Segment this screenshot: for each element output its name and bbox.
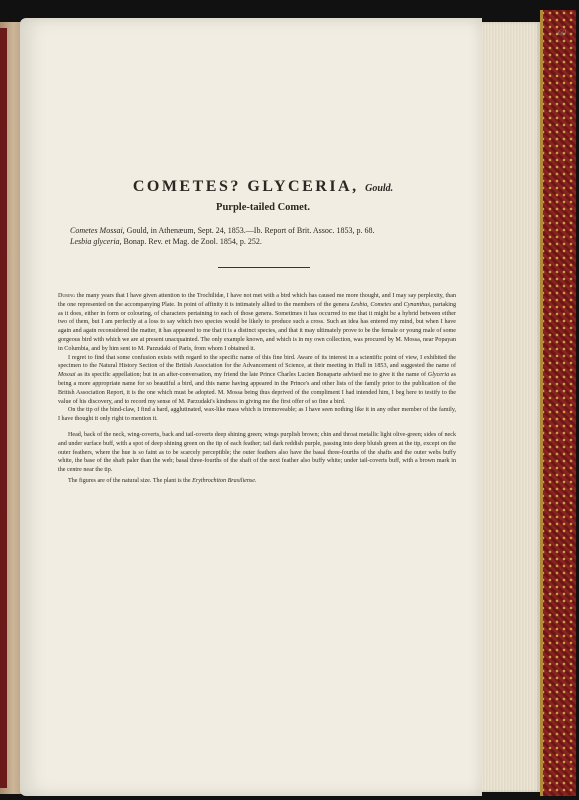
synonym-2-name: Lesbia glyceria, [70,237,122,246]
cover-gilt-edge [540,10,543,796]
paragraph-2 [58,354,456,407]
paragraph-1-genus-2: Cynanthus, [403,301,432,308]
body-text [58,292,456,486]
page-content [58,178,456,486]
plant-name: Erythrochiton Brasiliense. [192,477,257,484]
page-title [70,178,456,196]
synonym-line-1 [70,225,456,236]
paragraph-1 [58,292,456,354]
paragraph-2-name-2: Glyceria [427,372,450,379]
folio-number: 60 [558,28,566,37]
section-divider [218,267,310,268]
paragraph-2-text-b: as its specific appellation; but in an after-conversation, my friend the late Prince Charles Lucien Bonaparte advised me to give it the name of [75,372,428,379]
paragraph-1-text-a: the many years that I have given attention to the Trochilidæ, I have not met with a bird which has caused me more thought, and I may say perplexity, than the one represented on the accompanying Plate. In point of affinity it is intimately allied to the members of the genera [58,293,456,308]
synonym-line-2 [70,236,456,247]
subtitle: Purple-tailed Comet. [216,202,310,213]
synonym-1-name: Cometes Mossai, [70,226,125,235]
synonym-1-ref: Gould, in Athenæum, Sept. 24, 1853.—Ib. Report of Brit. Assoc. 1853, p. 68. [124,226,375,235]
paragraph-1-text-c: partaking as it does, either in form or colouring, of characters pertaining to each of those genera. Sometimes it has occurred to me that it might be a hybrid between either two of them, but I am perfectly at a loss to say which two species would be likely to produce such a cross. Such an idea has entered my mind, but when I have again and again reconsidered the matter, it has appeared to me that it is a distinct species, and that it may ultimately prove to be the female or young male of some gorgeous bird with which we are at present unacquainted. The only example known, and which is in my own collection, was procured by M. Mossa, near Popayan in Columbia, and by him sent to M. Parzudaki of Paris, from whom I obtained it. [58,301,456,352]
synonym-2-ref: Bonap. Rev. et Mag. de Zool. 1854, p. 252. [121,237,262,246]
plate-note-text: The figures are of the natural size. The plant is the [68,477,193,484]
paragraph-1-text-b: and [391,301,404,308]
title-main: COMETES? GLYCERIA, [132,178,359,195]
left-cover-edge [0,28,7,788]
paragraph-2-text-a: I regret to find that some confusion exists with regard to the specific name of this fine bird. Aware of its interest in a scientific point of view, I exhibited the specimen to the Natural History Section of the British Association for the Advancement of Science, at their meeting in Hull in 1853, and suggested the name of [58,354,456,370]
paragraph-1-genus-1: Lesbia, Cometes [350,301,392,308]
paragraph-2-name-1: Mossai [58,372,76,379]
book-cover-right [540,10,576,796]
paragraph-2-text-c: as being a more appropriate name for so beautiful a bird, and this name having appeared in the Prince's and other lists of the family prior to the publication of the British Association Report, it is the one which must be adopted. M. Mossa being thus deprived of the compliment I had intended him, I beg here to testify to the value of his discovery, and to record my sense of M. Parzudaki's kindness in giving me the first offer of so fine a bird. [58,372,456,405]
page-stack [482,22,540,792]
title-author: Gould. [365,183,394,194]
paragraph-3: On the tip of the bind-claw, I find a hard, agglutinated, wax-like mass which is irremoveable; as I have seen nothing like it in any other member of the family, I have thought it only right to mention it. [58,407,456,423]
paragraph-description: Head, back of the neck, wing-coverts, back and tail-coverts deep shining green; wings purplish brown; chin and throat metallic light olive-green; sides of neck and under surface buff, with a spot of deep shining green on the tip of each feather; tail dark reddish purple, passing into deep bluish green at the tip, except on the outer feathers, where the hue is so faint as to be scarcely perceptible; the outer feathers also have the basal three-fourths of the shafts and the outer webs buffy white, the base of the shaft paler than the web; basal three-fourths of the shaft of the next feather also buffy white; under tail-coverts buff, with a brown mark in the centre near the tip. [58,431,456,474]
paragraph-plate-note [58,477,456,486]
paragraph-1-dropword: During [58,293,76,299]
